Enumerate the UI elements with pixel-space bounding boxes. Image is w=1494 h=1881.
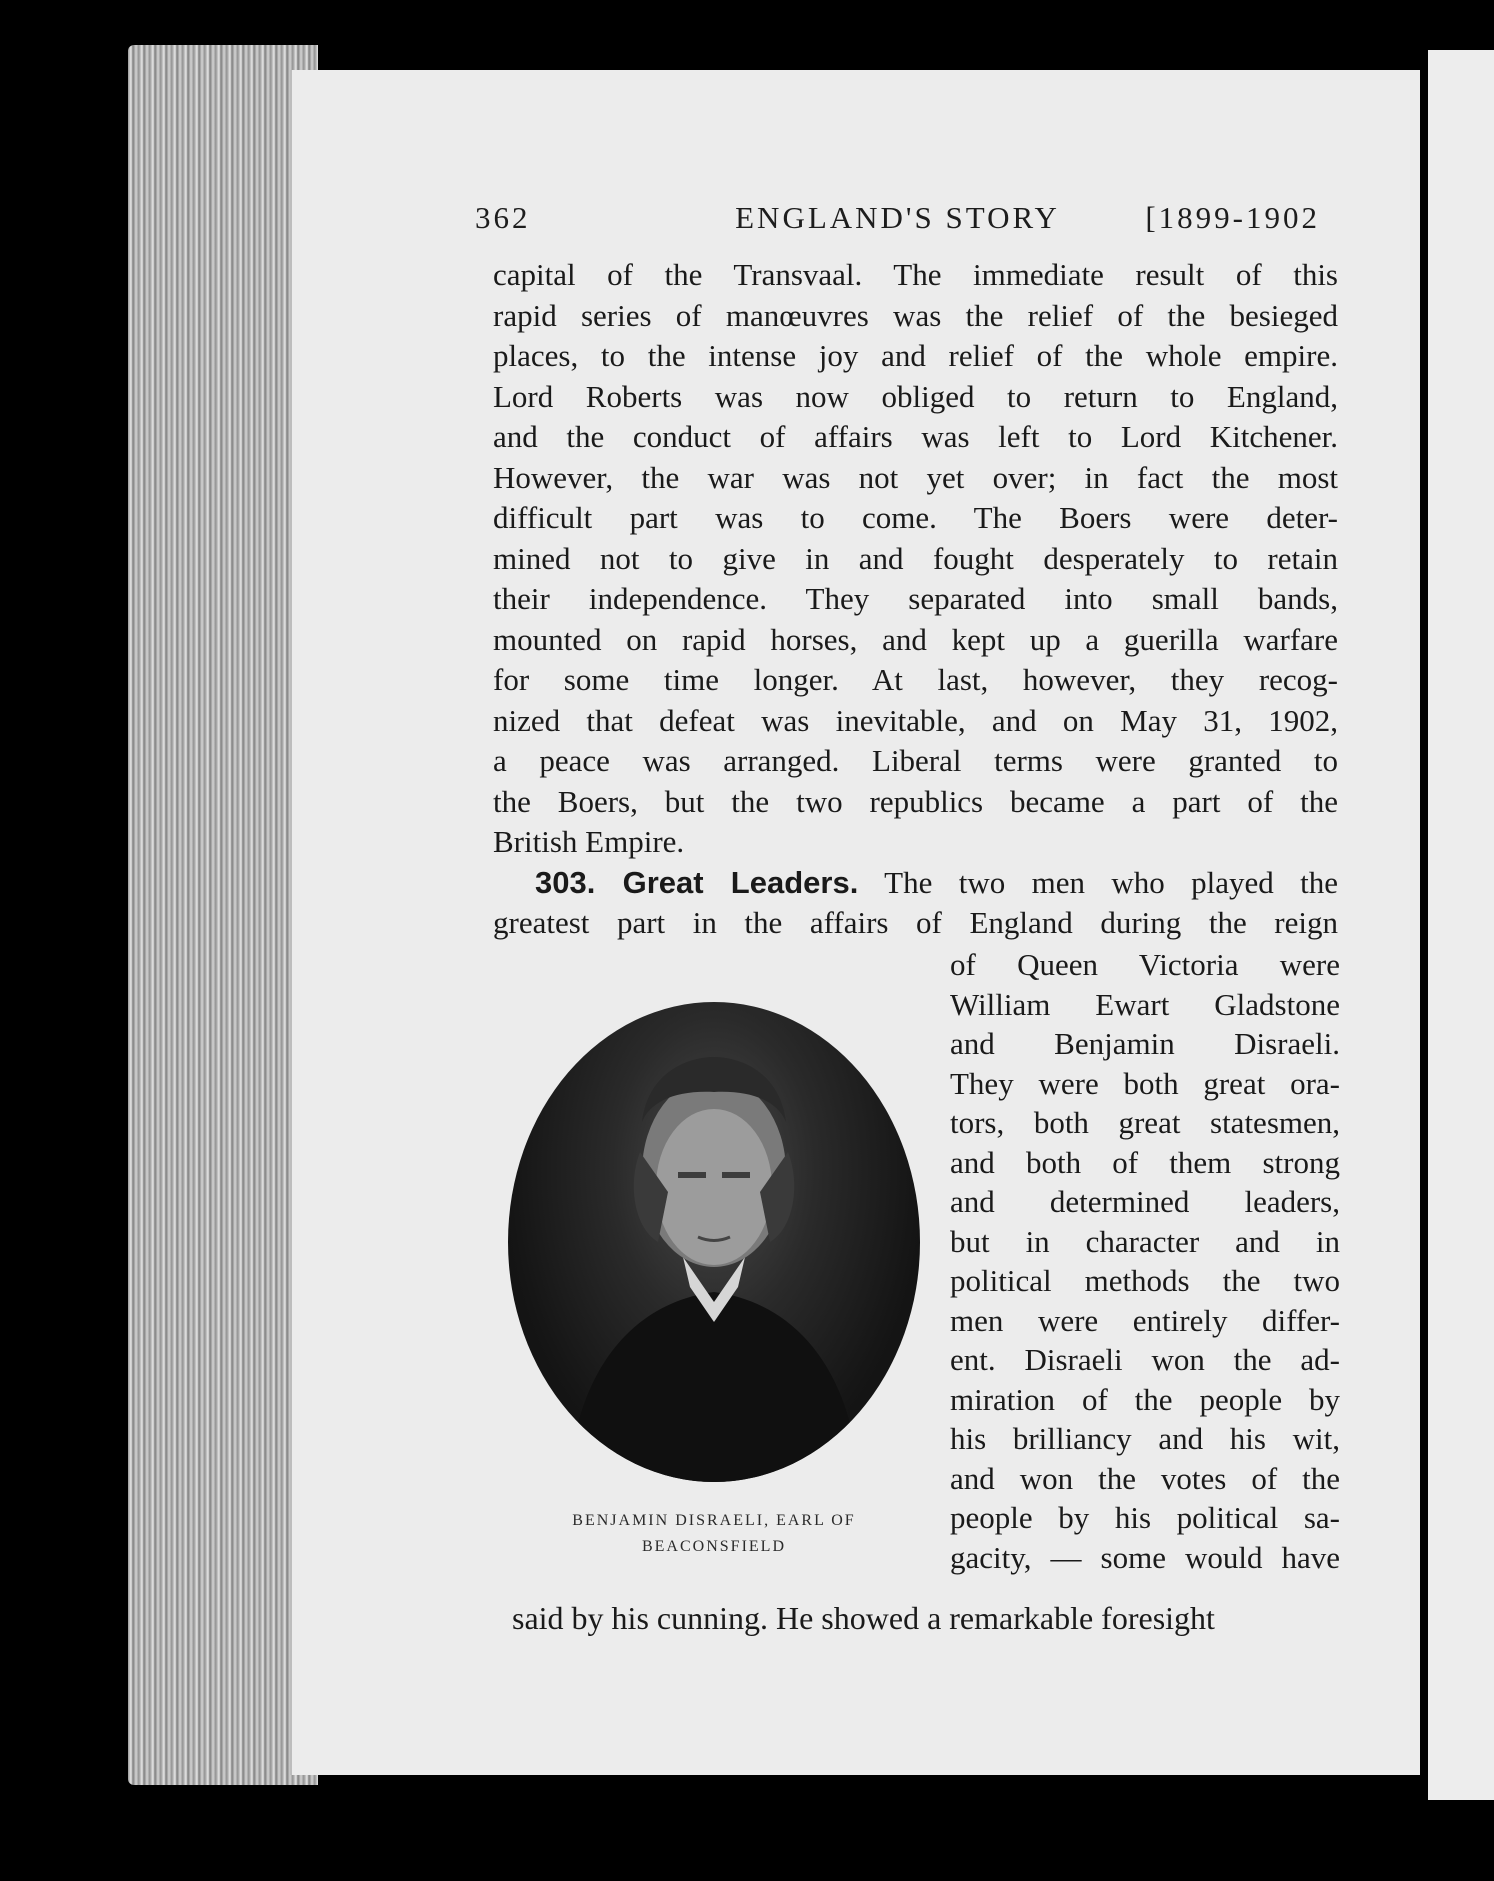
portrait-figure-icon	[508, 1002, 920, 1482]
body-text	[493, 255, 1338, 944]
facing-page	[1428, 50, 1494, 1800]
page-gutter-shadow	[1420, 60, 1428, 1780]
text-line: their independence. They separated into small bands,	[493, 581, 1338, 616]
text-line: and determined leaders,	[950, 1184, 1340, 1219]
text-line: political methods the two	[950, 1263, 1340, 1298]
text-line: gacity, — some would have	[950, 1539, 1340, 1575]
text-line: and Benjamin Disraeli.	[950, 1026, 1340, 1061]
section-first-line	[493, 863, 1338, 904]
section-heading: 303. Great Leaders.	[535, 864, 859, 900]
wrapped-text	[950, 945, 1340, 1577]
section-first-line-text: The two men who played the	[884, 864, 1338, 900]
text-line: British Empire.	[493, 824, 685, 859]
text-line: places, to the intense joy and relief of the whole empire.	[493, 338, 1338, 373]
running-title: ENGLAND'S STORY	[735, 200, 1060, 235]
disraeli-portrait	[508, 1002, 920, 1482]
text-line: nized that defeat was inevitable, and on May 31, 1902,	[493, 702, 1338, 738]
text-line: mounted on rapid horses, and kept up a guerilla warfare	[493, 621, 1338, 657]
text-line: greatest part in the affairs of England during the reign	[493, 905, 1338, 940]
text-line: ent. Disraeli won the ad-	[950, 1342, 1340, 1377]
text-line: his brilliancy and his wit,	[950, 1421, 1340, 1456]
text-line: but in character and in	[950, 1223, 1340, 1259]
text-line: rapid series of manœuvres was the relief of the besieged	[493, 297, 1338, 333]
text-line: miration of the people by	[950, 1381, 1340, 1417]
text-line: men were entirely differ-	[950, 1302, 1340, 1338]
caption-line: BEACONSFIELD	[641, 1538, 786, 1555]
text-line: William Ewart Gladstone	[950, 986, 1340, 1022]
text-line: a peace was arranged. Liberal terms were granted to	[493, 743, 1338, 778]
text-line: of Queen Victoria were	[950, 947, 1340, 982]
running-head	[475, 200, 1320, 236]
text-line: people by his political sa-	[950, 1500, 1340, 1535]
portrait-caption	[508, 1508, 920, 1560]
text-line: tors, both great statesmen,	[950, 1105, 1340, 1140]
text-line: and the conduct of affairs was left to Lord Kitchener.	[493, 419, 1338, 454]
page-number: 362	[475, 200, 531, 235]
text-line: for some time longer. At last, however, they recog-	[493, 662, 1338, 697]
text-line: Lord Roberts was now obliged to return to England,	[493, 378, 1338, 414]
text-line: However, the war was not yet over; in fact the most	[493, 459, 1338, 495]
text-line: and won the votes of the	[950, 1460, 1340, 1496]
text-line: the Boers, but the two republics became a part of the	[493, 783, 1338, 819]
caption-line: BENJAMIN DISRAELI, EARL OF	[572, 1512, 856, 1529]
running-dates: [1899-1902	[1145, 200, 1320, 235]
text-line: capital of the Transvaal. The immediate result of this	[493, 257, 1338, 292]
text-line: mined not to give in and fought desperately to retain	[493, 540, 1338, 576]
text-line: difficult part was to come. The Boers were deter-	[493, 500, 1338, 535]
text-line: and both of them strong	[950, 1144, 1340, 1180]
final-text-line: said by his cunning. He showed a remarkable foresight	[512, 1600, 1215, 1636]
text-line: They were both great ora-	[950, 1065, 1340, 1101]
